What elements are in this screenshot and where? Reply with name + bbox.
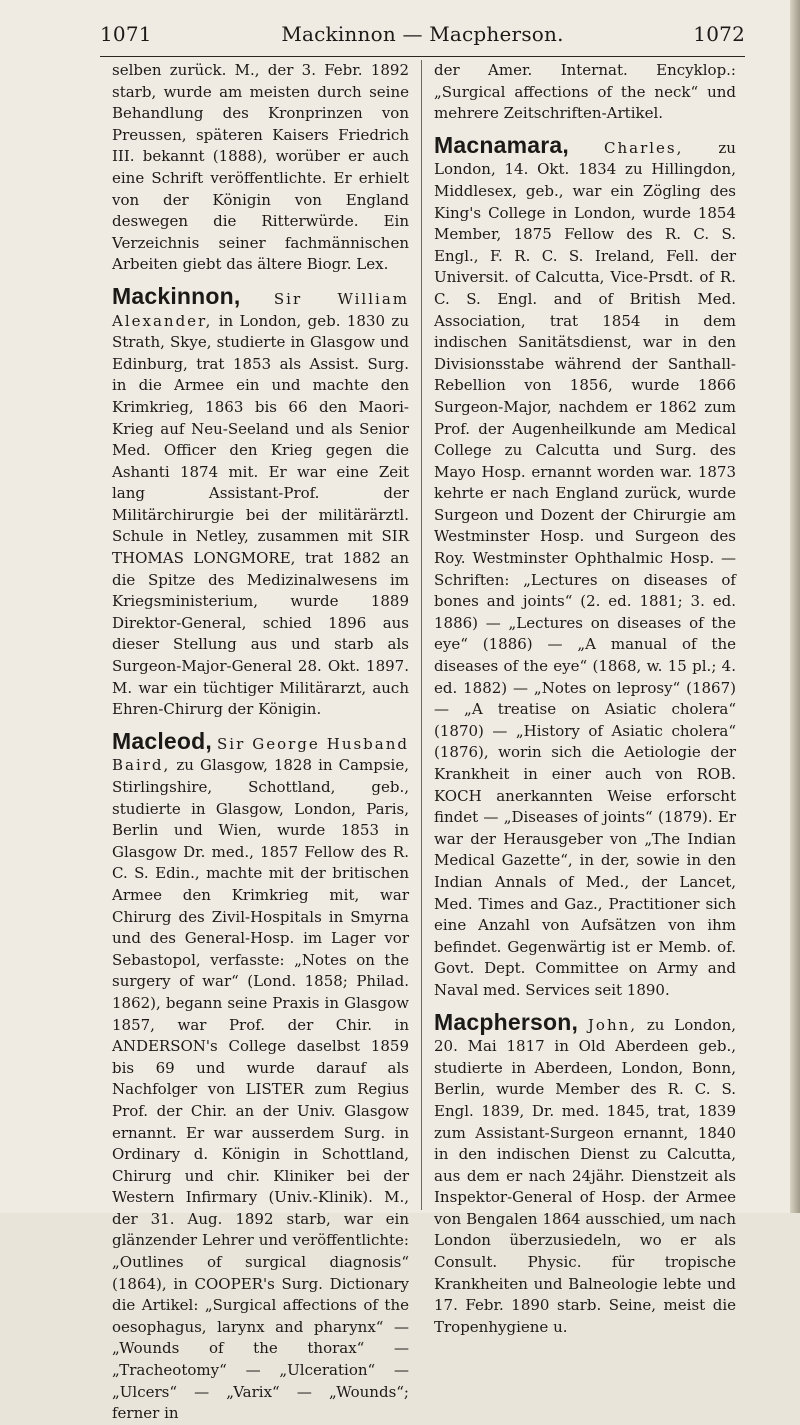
entry-given-name: John, [587,1015,638,1034]
entry-text: zu London, 14. Okt. 1834 zu Hillingdon, Middlesex, geb., war ein Zögling des King's College in London, wurde 1854 Member, 1875 Fellow des R. C. S. Engl., F. R. C. S. Ireland, Fell. der Universit. of Calcutta, Vice-Prsdt. of R. C. S. Engl. and of British Med. Association, trat 1854 in dem indischen Sanitätsdienst, war in den Divisionsstabe während der Santhall-Rebellion von 1856, wurde 1866 Surgeon-Major, nachdem er 1862 zum Prof. der Augenheilkunde am Medical College zu Calcutta und Surg. des Mayo Hosp. ernannt worden war. 1873 kehrte er nach England zurück, wurde Surgeon und Dozent der Chirurgie am Westminster Hosp. und Surgeon des Roy. Westminster Ophthalmic Hosp. — Schriften: „Lectures on diseases of bones and joints“ (2. ed. 1881; 3. ed. 1886) — „Lectures on diseases of the eye“ (1886) — „A manual of the diseases of the eye“ (1868, w. 15 pl.; 4. ed. 1882) — „Notes on leprosy“ (1867) — „A treatise on Asiatic cholera“ (1870) — „History of Asiatic cholera“ (1876), worin sich die Aetiologie der Krankheit in einer auch von ROB. KOCH anerkannten Weise erforscht findet — „Diseases of joints“ (1879). Er war der Herausgeber von „The Indian Medical Gazette“, in der, sowie in den Indian Annals of Med., der Lancet, Med. Times and Gaz., Practitioner sich eine Anzahl von Aufsätzen von ihm befindet. Gegenwärtig ist er Memb. of. Govt. Dept. Committee on Army and Naval med. Services seit 1890. [434,138,736,999]
entry-mackinnon [112,282,409,721]
page-number-left: 1071 [100,22,152,46]
entry-name: Macpherson, [434,1008,579,1035]
entry-given-name: Sir William Alexander, [112,289,409,330]
entry-text: in London, geb. 1830 zu Strath, Skye, studierte in Glasgow und Edinburg, trat 1853 als Assist. Surg. in die Armee ein und machte den Krimkrieg, 1863 bis 66 den Maori-Krieg auf Neu-Seeland und als Senior Med. Officer den Krieg gegen die Ashanti 1874 mit. Er war eine Zeit lang Assistant-Prof. der Militärchirurgie bei der militärärztl. Schule in Netley, zusammen mit SIR THOMAS LONGMORE, trat 1882 an die Spitze des Medizinalwesens im Kriegsministerium, wurde 1889 Direktor-General, schied 1896 aus dieser Stellung aus und starb als Surgeon-Major-General 28. Okt. 1897. M. war ein tüchtiger Militärarzt, auch Ehren-Chirurg der Königin. [112,311,409,719]
entry-name: Macnamara, [434,131,569,158]
entry-macleod [112,727,409,1425]
entry-name: Macleod, [112,727,213,754]
entry-text: zu London, 20. Mai 1817 in Old Aberdeen geb., studierte in Aberdeen, London, Bonn, Berlin, wurde Member des R. C. S. Engl. 1839, Dr. med. 1845, trat, 1839 zum Assistant-Surgeon ernannt, 1840 in den indischen Dienst zu Calcutta, aus dem er nach 24jähr. Dienstzeit als Inspektor-General of Hosp. der Armee von Bengalen 1864 ausschied, um nach London überzusiedeln, wo er als Consult. Physic. für tropische Krankheiten und Balneologie lebte und 17. Febr. 1890 starb. Seine, meist die Tropenhygiene u. [434,1015,736,1336]
column-divider [421,60,422,1210]
entry-given-name: Sir George Husband Baird, [112,734,409,775]
page-number-right: 1072 [693,22,745,46]
entry-macpherson [434,1008,736,1339]
running-header [100,22,745,50]
entry-name: Mackinnon, [112,282,241,309]
running-title: Mackinnon — Macpherson. [281,22,564,46]
header-rule [100,56,745,57]
continuation-text: der Amer. Internat. Encyklop.: „Surgical affections of the neck“ und mehrere Zeitschriften-Artikel. [434,61,736,123]
entry-text: zu Glasgow, 1828 in Campsie, Stirlingshire, Schottland, geb., studierte in Glasgow, London, Paris, Berlin und Wien, wurde 1853 in Glasgow Dr. med., 1857 Fellow des R. C. S. Edin., machte mit der britischen Armee den Krimkrieg mit, war Chirurg des Zivil-Hospitals in Smyrna und des General-Hosp. im Lager vor Sebastopol, verfasste: „Notes on the surgery of war“ (Lond. 1858; Philad. 1862), begann seine Praxis in Glasgow 1857, war Prof. der Chir. in ANDERSON's College daselbst 1859 bis 69 und wurde darauf als Nachfolger von LISTER zum Regius Prof. der Chir. an der Univ. Glasgow ernannt. Er war ausserdem Surg. in Ordinary d. Königin in Schottland, Chirurg und chir. Kliniker bei der Western Infirmary (Univ.-Klinik). M., der 31. Aug. 1892 starb, war ein glänzender Lehrer und veröffentlichte: „Outlines of surgical diagnosis“ (1864), in COOPER's Surg. Dictionary die Artikel: „Surgical affections of the oesophagus, larynx and pharynx“ — „Wounds of the thorax“ — „Tracheotomy“ — „Ulceration“ — „Ulcers“ — „Varix“ — „Wounds“; ferner in [112,756,409,1423]
left-column [112,60,409,1423]
continuation-text: selben zurück. M., der 3. Febr. 1892 starb, wurde am meisten durch seine Behandlung des Kronprinzen von Preussen, späteren Kaisers Friedrich III. bekannt (1888), worüber er auch eine Schrift veröffentlichte. Er erhielt von der Königin von England deswegen die Ritterwürde. Ein Verzeichnis seiner fachmännischen Arbeiten giebt das ältere Biogr. Lex. [112,61,409,274]
entry-macnamara [434,131,736,1002]
entry-given-name: Charles, [603,138,684,157]
page-edge-shadow [790,0,800,1213]
right-column [434,60,736,1336]
